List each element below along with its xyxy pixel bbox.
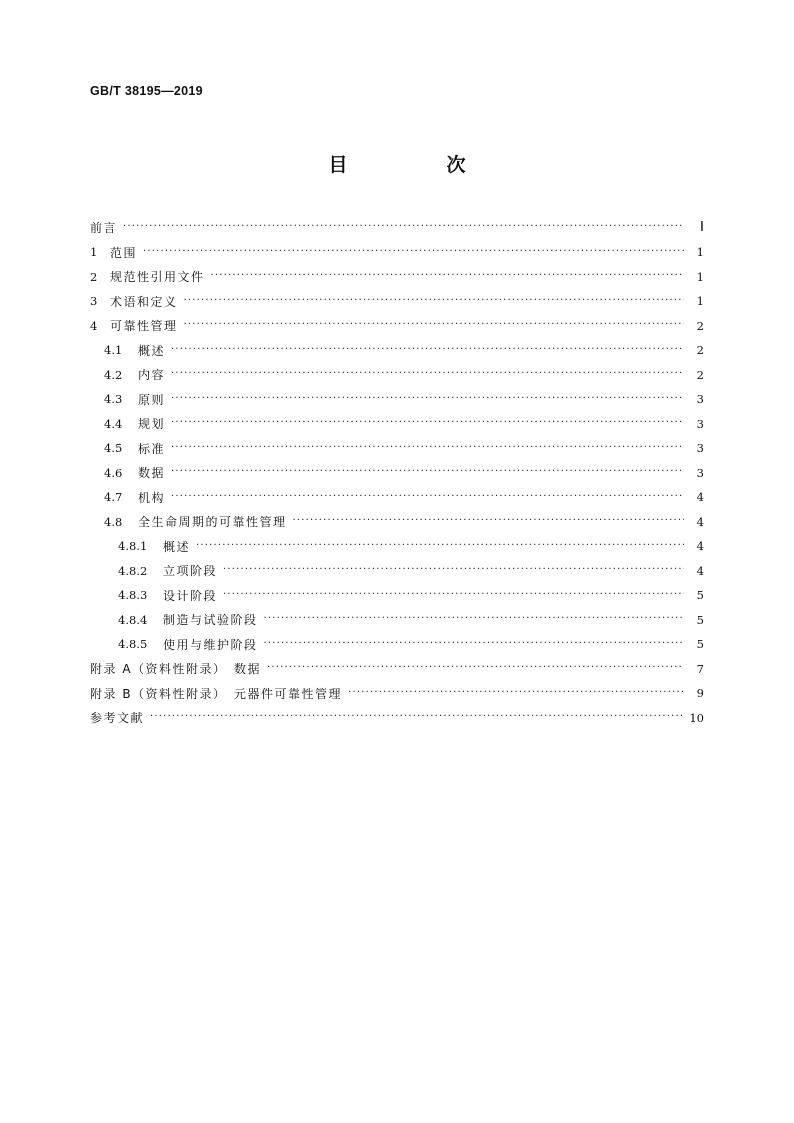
toc-entry[interactable] xyxy=(90,461,704,486)
toc-dot-leader xyxy=(211,271,684,283)
toc-entry-label: 参考文献 xyxy=(90,711,145,726)
toc-entry[interactable] xyxy=(90,608,704,633)
toc-entry-page-number: 3 xyxy=(696,465,704,480)
toc-entry-page-number: 7 xyxy=(696,661,704,676)
toc-entry-page-number: 3 xyxy=(696,441,704,455)
toc-entry[interactable] xyxy=(90,290,704,315)
toc-dot-leader xyxy=(171,443,684,455)
toc-entry-label: 概述 xyxy=(163,539,191,554)
toc-entry[interactable] xyxy=(90,437,704,462)
toc-entry-page-number: 5 xyxy=(696,588,704,602)
toc-entry[interactable] xyxy=(90,682,704,707)
toc-entry-number: 4 xyxy=(90,318,98,333)
toc-entry-page-number: 1 xyxy=(696,294,704,308)
toc-entry-page-number: 2 xyxy=(696,367,704,382)
toc-entry-label: 机构 xyxy=(138,490,166,505)
toc-entry-label: 数据 xyxy=(138,466,166,481)
toc-entry[interactable] xyxy=(90,265,704,290)
table-of-contents xyxy=(90,216,704,731)
toc-entry-number: 4.8.5 xyxy=(118,637,148,651)
toc-dot-leader xyxy=(171,394,684,406)
toc-entry-number: 4.8 xyxy=(104,514,123,529)
toc-entry-label: 前言 xyxy=(90,221,118,236)
toc-entry-label: 制造与试验阶段 xyxy=(163,613,258,628)
toc-entry-label: 规范性引用文件 xyxy=(110,270,205,285)
toc-entry-label: 附录 B（资料性附录） 元器件可靠性管理 xyxy=(90,686,343,701)
toc-entry-label: 内容 xyxy=(138,368,166,383)
toc-entry-number: 4.8.2 xyxy=(118,563,148,578)
toc-dot-leader xyxy=(171,369,684,381)
toc-entry-number: 4.1 xyxy=(104,343,123,357)
toc-entry-number: 4.6 xyxy=(104,465,123,480)
toc-entry-number: 2 xyxy=(90,269,98,284)
toc-entry-page-number: 2 xyxy=(696,343,704,357)
toc-entry-page-number: 5 xyxy=(696,612,704,627)
toc-entry-page-number: 3 xyxy=(696,416,704,431)
toc-dot-leader xyxy=(184,320,684,332)
toc-dot-leader xyxy=(264,614,684,626)
toc-entry[interactable] xyxy=(90,339,704,364)
toc-entry-label: 范围 xyxy=(110,245,138,260)
toc-entry[interactable] xyxy=(90,363,704,388)
toc-entry-page-number: 1 xyxy=(696,269,704,284)
toc-entry-number: 1 xyxy=(90,245,98,259)
toc-entry-label: 标准 xyxy=(138,441,166,456)
toc-entry-page-number: 4 xyxy=(696,514,704,529)
toc-entry[interactable] xyxy=(90,486,704,511)
toc-entry-number: 4.8.1 xyxy=(118,539,148,553)
toc-entry[interactable] xyxy=(90,559,704,584)
toc-entry-label: 原则 xyxy=(138,392,166,407)
toc-dot-leader xyxy=(184,296,684,308)
toc-entry-page-number: 1 xyxy=(696,245,704,259)
toc-entry-page-number: 4 xyxy=(696,490,704,504)
toc-entry-page-number: 9 xyxy=(696,686,704,700)
toc-entry-label: 设计阶段 xyxy=(163,588,218,603)
toc-entry-page-number: 3 xyxy=(696,392,704,406)
toc-entry[interactable] xyxy=(90,314,704,339)
toc-dot-leader xyxy=(267,663,684,675)
toc-entry-label: 立项阶段 xyxy=(163,564,218,579)
toc-dot-leader xyxy=(348,688,684,700)
toc-entry-number: 4.5 xyxy=(104,441,123,455)
toc-entry[interactable] xyxy=(90,657,704,682)
toc-entry[interactable] xyxy=(90,388,704,413)
toc-entry-number: 4.8.4 xyxy=(118,612,148,627)
toc-entry-label: 规划 xyxy=(138,417,166,432)
toc-entry[interactable] xyxy=(90,412,704,437)
toc-dot-leader xyxy=(223,590,684,602)
toc-entry-number: 4.4 xyxy=(104,416,123,431)
toc-dot-leader xyxy=(171,345,684,357)
toc-entry-label: 术语和定义 xyxy=(110,294,178,309)
toc-entry[interactable] xyxy=(90,706,704,731)
toc-entry-page-number: 4 xyxy=(696,563,704,578)
toc-entry-page-number: 2 xyxy=(696,318,704,333)
toc-dot-leader xyxy=(123,222,684,234)
toc-entry[interactable] xyxy=(90,510,704,535)
toc-entry-page-number: Ⅰ xyxy=(699,220,704,236)
toc-entry-label: 使用与维护阶段 xyxy=(163,637,258,652)
toc-entry-number: 4.7 xyxy=(104,490,123,504)
toc-entry-label: 概述 xyxy=(138,343,166,358)
page-title: 目 次 xyxy=(328,154,506,176)
toc-dot-leader xyxy=(150,712,683,724)
toc-dot-leader xyxy=(264,639,684,651)
toc-dot-leader xyxy=(171,418,684,430)
toc-entry-number: 4.3 xyxy=(104,392,123,406)
toc-entry-number: 3 xyxy=(90,294,98,308)
toc-entry[interactable] xyxy=(90,241,704,266)
toc-entry[interactable] xyxy=(90,584,704,609)
toc-entry[interactable] xyxy=(90,535,704,560)
toc-dot-leader xyxy=(293,516,684,528)
toc-entry-number: 4.8.3 xyxy=(118,588,148,602)
toc-entry[interactable] xyxy=(90,216,704,241)
toc-entry-label: 附录 A（资料性附录） 数据 xyxy=(90,662,262,677)
toc-dot-leader xyxy=(171,467,684,479)
toc-dot-leader xyxy=(223,565,684,577)
toc-entry[interactable] xyxy=(90,633,704,658)
toc-entry-page-number: 4 xyxy=(696,539,704,553)
toc-entry-page-number: 10 xyxy=(689,710,704,725)
toc-entry-label: 可靠性管理 xyxy=(110,319,178,334)
toc-dot-leader xyxy=(196,541,684,553)
toc-entry-number: 4.2 xyxy=(104,367,123,382)
standard-code: GB/T 38195—2019 xyxy=(90,84,203,98)
toc-dot-leader xyxy=(143,247,684,259)
toc-entry-page-number: 5 xyxy=(696,637,704,651)
toc-dot-leader xyxy=(171,492,684,504)
toc-entry-label: 全生命周期的可靠性管理 xyxy=(138,515,287,530)
